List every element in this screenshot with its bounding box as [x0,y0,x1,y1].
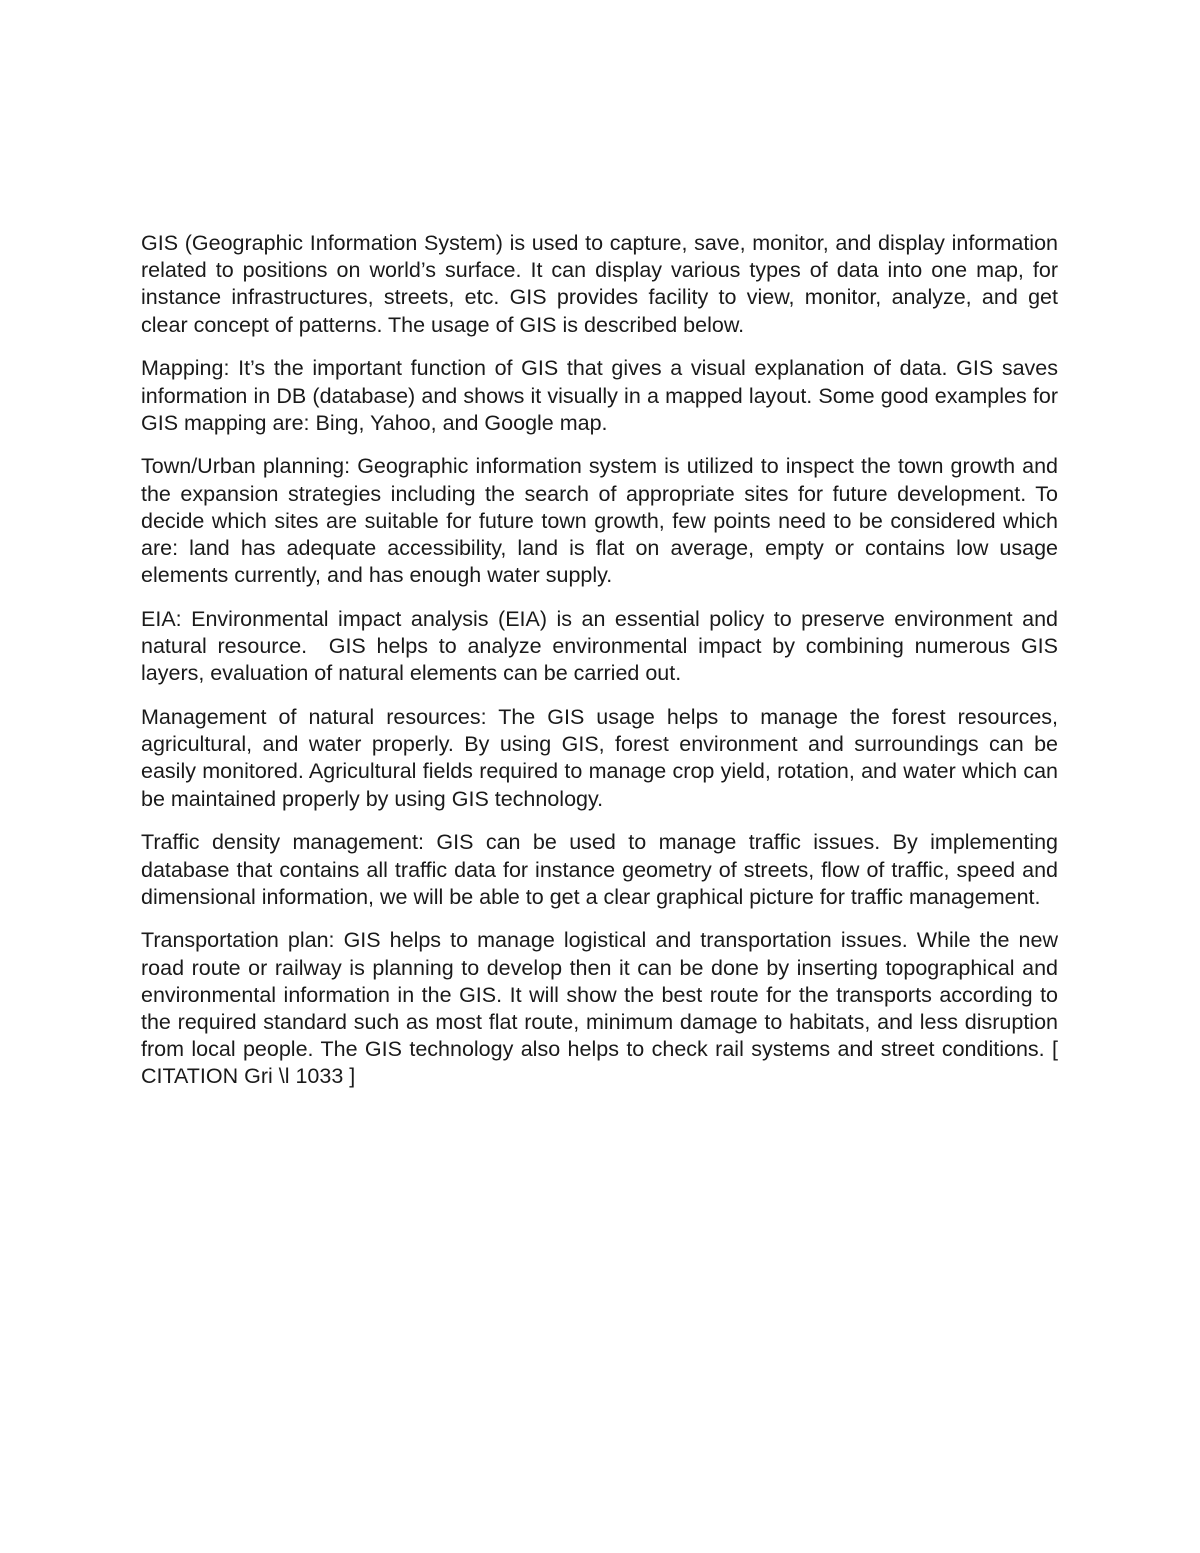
paragraph-traffic: Traffic density management: GIS can be used to manage traffic issues. By implementing database that contains all traffic data for instance geometry of streets, flow of traffic, speed and dimensional information, we will be able to get a clear graphical picture for traffic management. [141,830,1064,909]
paragraph-urban-planning: Town/Urban planning: Geographic information system is utilized to inspect the town growth and the expansion strategies including the search of appropriate sites for future development. To decide which sites are suitable for future town growth, few points need to be considered which are: land has adequate accessibility, land is flat on average, empty or contains low usage elements currently, and has enough water supply. [141,454,1064,588]
paragraph-intro: GIS (Geographic Information System) is used to capture, save, monitor, and display information related to positions on world’s surface. It can display various types of data into one map, for instance infrastructures, streets, etc. GIS provides facility to view, monitor, analyze, and get clear concept of patterns. The usage of GIS is described below. [141,231,1064,337]
paragraph-mapping: Mapping: It’s the important function of GIS that gives a visual explanation of data. GIS saves information in DB (database) and shows it visually in a mapped layout. Some good examples for GIS mapping are: Bing, Yahoo, and Google map. [141,356,1064,435]
paragraph-eia: EIA: Environmental impact analysis (EIA) is an essential policy to preserve environment and natural resource. GIS helps to analyze environmental impact by combining numerous GIS layers, evaluation of natural elements can be carried out. [141,606,1064,686]
paragraph-natural-resources: Management of natural resources: The GIS usage helps to manage the forest resources, agricultural, and water properly. By using GIS, forest environment and surroundings can be easily monitored. Agricultural fields required to manage crop yield, rotation, and water which can be maintained properly by using GIS technology. [141,705,1064,811]
paragraph-transportation: Transportation plan: GIS helps to manage logistical and transportation issues. While the new road route or railway is planning to develop then it can be done by inserting topographical and environmental information in the GIS. It will show the best route for the transports according to the required standard such as most flat route, minimum damage to habitats, and less disruption from local people. The GIS technology also helps to check rail systems and street conditions. [ CITATION Gri \l 1033 ] [141,928,1064,1089]
document-body [141,230,1064,1107]
